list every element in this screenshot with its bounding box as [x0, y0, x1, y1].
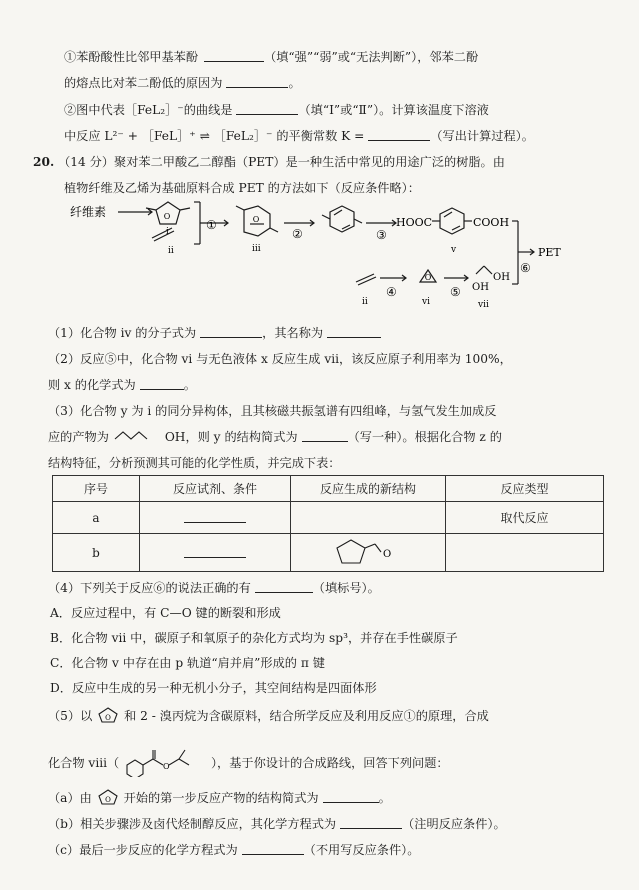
q20-intro-line2 — [64, 180, 420, 197]
answer-blank — [140, 377, 184, 390]
answer-blank — [204, 49, 264, 62]
epoxide-o-label: O — [424, 273, 432, 282]
cyclopentane-aldehyde-structure — [333, 536, 403, 566]
table-cell — [291, 534, 446, 572]
oh-label-1: OH — [493, 272, 510, 283]
answer-blank — [327, 325, 381, 338]
text: （1）化合物 iv 的分子式为 — [48, 326, 197, 340]
answer-blank — [236, 102, 298, 115]
text: ），基于你设计的合成路线，回答下列问题： — [210, 756, 449, 770]
alcohol-structure — [113, 429, 165, 443]
q4-option-d — [50, 680, 377, 697]
furan-structure — [96, 788, 120, 806]
text: ①苯酚酸性比邻甲基苯酚 — [64, 50, 199, 64]
table-cell — [140, 534, 291, 572]
table-cell — [446, 534, 604, 572]
answer-blank — [226, 75, 288, 88]
compound-i-label: i — [166, 227, 169, 237]
text: （注明反应条件）。 — [402, 817, 506, 831]
q19-part1-line2 — [64, 75, 301, 92]
step-1-label: ① — [206, 218, 217, 232]
q1-line — [48, 325, 381, 342]
text: （b）相关步骤涉及卤代烃制醇反应，其化学方程式为 — [48, 817, 337, 831]
answer-blank — [323, 790, 379, 803]
q4-option-c — [50, 655, 325, 672]
compound-iii-label: iii — [252, 244, 261, 254]
aldehyde-o-label: O — [383, 549, 392, 560]
q20-intro-line1 — [33, 154, 505, 171]
step-3-label: ③ — [376, 228, 387, 242]
text: （填标号）。 — [312, 581, 380, 595]
table-header: 序号 — [53, 476, 140, 502]
hooc-label: HOOC — [396, 216, 433, 229]
oh-text: OH — [164, 430, 186, 444]
text: 结构特征，分析预测其可能的化学性质，并完成下表： — [48, 456, 341, 470]
table-row — [53, 534, 604, 572]
table-cell: b — [53, 534, 140, 572]
furan-o-label: O — [104, 796, 111, 804]
ester-viii-structure — [123, 747, 207, 777]
answer-blank — [242, 842, 304, 855]
q5-line1 — [48, 706, 489, 725]
answer-blank — [368, 128, 430, 141]
compound-vi-label: vi — [422, 297, 430, 307]
text: 化合物 viii（ — [48, 756, 120, 770]
text: （5）以 — [48, 709, 93, 723]
table-header-row — [53, 476, 604, 502]
q5-part-b — [48, 816, 506, 833]
table-cell: a — [53, 502, 140, 534]
text: （不用写反应条件）。 — [303, 843, 420, 857]
text: （2）反应⑤中，化合物 vi 与无色液体 x 反应生成 vii，该反应原子利用率为 100%， — [48, 352, 512, 366]
answer-blank — [340, 816, 402, 829]
table-header: 反应试剂、条件 — [140, 476, 291, 502]
table-cell — [140, 502, 291, 534]
compound-vii-label: vii — [478, 300, 489, 310]
text: ，其名称为 — [262, 326, 324, 340]
q19-part2-line1 — [64, 102, 489, 119]
cooh-label: COOH — [473, 216, 510, 229]
text: （3）化合物 y 为 i 的同分异构体，且其核磁共振氢谱有四组峰，与氢气发生加成反 — [48, 404, 497, 418]
step-4-label: ④ — [386, 285, 397, 299]
property-table — [52, 475, 604, 572]
answer-blank — [255, 580, 313, 593]
text: 应的产物为 — [48, 430, 109, 444]
text: （a）由 — [48, 791, 92, 805]
furan-structure — [96, 706, 120, 724]
q4-stem — [48, 580, 380, 597]
q5-part-c — [48, 842, 419, 859]
compound-v-label: v — [451, 245, 457, 255]
table-row — [53, 502, 604, 534]
text: （填“Ⅰ”或“Ⅱ”）。计算该温度下溶液 — [298, 103, 489, 117]
step-5-label: ⑤ — [450, 285, 461, 299]
q5-part-a — [48, 788, 391, 807]
q2-line1 — [48, 351, 512, 368]
pet-label: PET — [538, 246, 561, 259]
text: ②图中代表［FeL₂］⁻的曲线是 — [64, 103, 233, 117]
cellulose-label: 纤维素 — [70, 205, 107, 219]
question-number: 20. — [33, 155, 55, 169]
bridge-o-label: O — [252, 215, 260, 224]
text: 。 — [288, 76, 301, 90]
table-cell — [291, 502, 446, 534]
answer-blank — [200, 325, 262, 338]
text: D．反应中生成的另一种无机小分子，其空间结构是四面体形 — [50, 681, 377, 695]
text: 。 — [378, 791, 391, 805]
text: C．化合物 v 中存在由 p 轨道“肩并肩”形成的 π 键 — [50, 656, 325, 670]
text: 中反应 L²⁻ + ［FeL］⁺ ⇌ ［FeL₂］⁻ 的平衡常数 K = — [64, 129, 365, 143]
furan-o-label: O — [163, 212, 171, 221]
text: 和 2 - 溴丙烷为含碳原料，结合所学反应及利用反应①的原理，合成 — [124, 709, 489, 723]
q4-option-b — [50, 630, 458, 647]
step-2-label: ② — [292, 227, 303, 241]
q19-part2-line2 — [64, 128, 534, 145]
answer-blank — [184, 510, 246, 523]
text: ，则 y 的结构简式为 — [185, 430, 298, 444]
text: 。 — [183, 378, 196, 392]
ester-o-label: O — [163, 762, 170, 771]
table-header: 反应生成的新结构 — [291, 476, 446, 502]
text: 的熔点比对苯二酚低的原因为 — [64, 76, 223, 90]
text: （c）最后一步反应的化学方程式为 — [48, 843, 238, 857]
q3-line3 — [48, 455, 341, 472]
text: （14 分）聚对苯二甲酸乙二醇酯（PET）是一种生活中常见的用途广泛的树脂。由 — [58, 155, 505, 169]
compound-ii-label: ii — [168, 246, 174, 256]
synthesis-scheme — [60, 196, 620, 324]
q19-part1-line1 — [64, 49, 478, 66]
q3-line1 — [48, 403, 496, 420]
text: A．反应过程中，有 C—O 键的断裂和形成 — [50, 606, 281, 620]
compound-ii-lower-label: ii — [362, 297, 368, 307]
text: 则 x 的化学式为 — [48, 378, 136, 392]
text: 开始的第一步反应产物的结构简式为 — [123, 791, 319, 805]
step-6-label: ⑥ — [520, 261, 531, 275]
furan-o-label: O — [105, 714, 112, 722]
text: 植物纤维及乙烯为基础原料合成 PET 的方法如下（反应条件略）： — [64, 181, 420, 195]
answer-blank — [302, 429, 348, 442]
table-header: 反应类型 — [446, 476, 604, 502]
q3-line2 — [48, 429, 502, 446]
answer-blank — [184, 545, 246, 558]
text: （写一种）。根据化合物 z 的 — [347, 430, 502, 444]
q5-line2 — [48, 747, 449, 777]
text: （写出计算过程）。 — [430, 129, 534, 143]
oh-label-2: OH — [472, 282, 489, 293]
text: （填“强”“弱”或“无法判断”），邻苯二酚 — [264, 50, 479, 64]
q4-option-a — [50, 605, 281, 622]
table-cell: 取代反应 — [446, 502, 604, 534]
q2-line2 — [48, 377, 196, 394]
text: （4）下列关于反应⑥的说法正确的有 — [48, 581, 251, 595]
text: B．化合物 vii 中，碳原子和氧原子的杂化方式均为 sp³，并存在手性碳原子 — [50, 631, 458, 645]
